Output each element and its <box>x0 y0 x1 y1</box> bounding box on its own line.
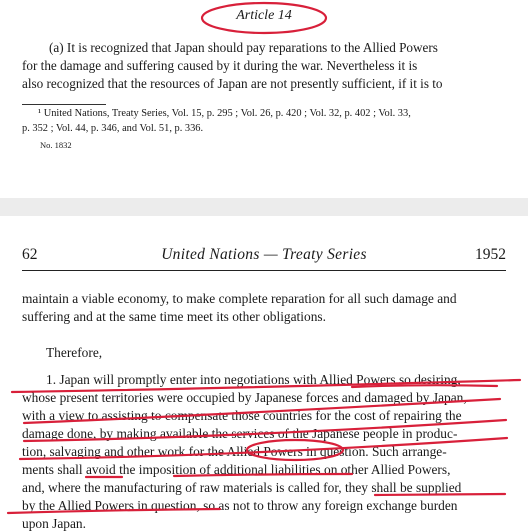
page-separator <box>0 198 528 216</box>
footnote-rule <box>22 104 106 105</box>
paragraph-a-line: for the damage and suffering caused by it during the war. Nevertheless it is <box>22 58 418 73</box>
year: 1952 <box>475 246 506 263</box>
clause-1-line: tion, salvaging and other work for the Allied Powers in question. Such arrange- <box>22 444 447 459</box>
paragraph-a-line: also recognized that the resources of Japan are not presently sufficient, if it is to <box>22 76 443 91</box>
clause-1-line: ments shall avoid the imposition of additional liabilities on other Allied Powers, <box>22 462 451 477</box>
page-number: 62 <box>22 246 38 263</box>
paragraph-a-line: (a) It is recognized that Japan should pay reparations to the Allied Powers <box>49 40 438 55</box>
running-title: United Nations — Treaty Series <box>161 246 367 263</box>
footnote-line: p. 352 ; Vol. 44, p. 346, and Vol. 51, p. 336. <box>22 123 204 134</box>
footnote-line: ¹ United Nations, Treaty Series, Vol. 15, p. 295 ; Vol. 26, p. 420 ; Vol. 32, p. 402 ; Vol. 33, <box>38 108 411 119</box>
document-number: No. 1832 <box>40 140 72 150</box>
clause-1-line: and, where the manufacturing of raw materials is called for, they shall be supplied <box>22 480 462 495</box>
article-title: Article 14 <box>236 8 292 23</box>
continuation-line: suffering and at the same time meet its other obligations. <box>22 309 326 324</box>
clause-1-line: whose present territories were occupied by Japanese forces and damaged by Japan, <box>22 390 467 405</box>
header-rule <box>22 270 506 271</box>
therefore-line: Therefore, <box>46 345 103 360</box>
clause-1-line: 1. Japan will promptly enter into negotiations with Allied Powers so desiring, <box>46 372 461 387</box>
clause-1-line: damage done, by making available the services of the Japanese people in produc- <box>22 426 458 441</box>
clause-1-line: upon Japan. <box>22 516 86 531</box>
clause-1-line: with a view to assisting to compensate those countries for the cost of repairing the <box>22 408 462 423</box>
clause-1-line: by the Allied Powers in question, so as not to throw any foreign exchange burden <box>22 498 458 513</box>
continuation-line: maintain a viable economy, to make complete reparation for all such damage and <box>22 291 457 306</box>
